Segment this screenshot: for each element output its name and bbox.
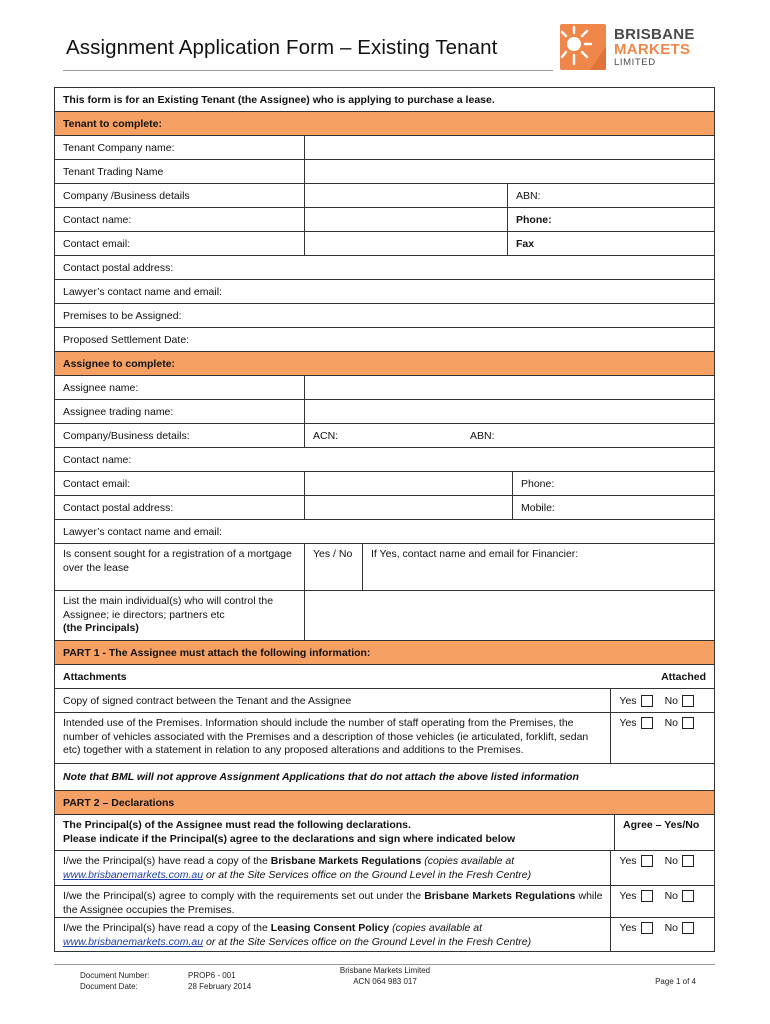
declaration-3-text bbox=[55, 918, 610, 951]
attachment-use-checks bbox=[610, 713, 714, 763]
declaration-2-regulations: Brisbane Markets Regulations bbox=[424, 890, 576, 902]
no-checkbox[interactable] bbox=[682, 855, 694, 867]
assignee-email-row bbox=[55, 472, 714, 496]
no-label: No bbox=[664, 694, 678, 707]
declaration-3-part-d: or at the Site Services office on the Ground Level in the Fresh Centre) bbox=[203, 935, 532, 948]
attached-column-header: Attached bbox=[661, 670, 706, 683]
tenant-settlement-row[interactable] bbox=[55, 328, 714, 352]
no-label: No bbox=[664, 922, 678, 934]
doc-date-label: Document Date: bbox=[80, 982, 138, 991]
assignee-contact-label: Contact name: bbox=[63, 453, 132, 466]
yes-checkbox[interactable] bbox=[641, 922, 653, 934]
assignee-acn-field[interactable] bbox=[304, 424, 462, 447]
assignee-name-label: Assignee name: bbox=[63, 381, 139, 394]
tenant-email-label: Contact email: bbox=[63, 237, 131, 250]
assignee-acn-label: ACN: bbox=[313, 429, 339, 442]
intro-row bbox=[55, 88, 714, 112]
tenant-fax-field[interactable] bbox=[507, 232, 714, 255]
brisbanemarkets-link[interactable]: www.brisbanemarkets.com.au bbox=[63, 868, 204, 881]
tenant-company-field[interactable] bbox=[304, 136, 714, 159]
brisbanemarkets-link[interactable]: www.brisbanemarkets.com.au bbox=[63, 935, 204, 948]
financier-label: If Yes, contact name and email for Financier: bbox=[371, 548, 579, 560]
assignee-postal-label: Contact postal address: bbox=[63, 501, 174, 514]
assignee-mobile-field[interactable] bbox=[512, 496, 714, 519]
footer-labels bbox=[80, 970, 149, 992]
yes-label: Yes bbox=[619, 694, 637, 707]
logo-line-3: LIMITED bbox=[614, 57, 656, 68]
declaration-1-part-a: I/we the Principal(s) have read a copy of the bbox=[63, 855, 271, 867]
part2-header bbox=[55, 791, 714, 815]
assignee-trading-field[interactable] bbox=[304, 400, 714, 423]
declaration-1-part-c: (copies available at bbox=[421, 855, 515, 867]
tenant-lawyer-label: Lawyer’s contact name and email: bbox=[63, 285, 222, 298]
tenant-contact-field[interactable] bbox=[304, 208, 507, 231]
tenant-premises-row[interactable] bbox=[55, 304, 714, 328]
no-checkbox[interactable] bbox=[682, 717, 694, 729]
assignee-postal-row bbox=[55, 496, 714, 520]
sun-logo-icon bbox=[560, 24, 606, 70]
attachment-use-label: Intended use of the Premises. Information should include the number of staff operating from the Premises, the number of vehicles associated with the Premises and a description of those vehicles (ie articulated, forklift, sedan etc) together with a statement in relation to any proposed alterations and additions to the Premises. bbox=[63, 717, 589, 756]
tenant-postal-label: Contact postal address: bbox=[63, 261, 174, 274]
declaration-1-text bbox=[55, 851, 610, 885]
declaration-2-part-a: I/we the Principal(s) agree to comply with the requirements set out under the bbox=[63, 890, 425, 902]
tenant-contact-label: Contact name: bbox=[63, 213, 132, 226]
part2-intro-line2: Please indicate if the Principal(s) agree to the declarations and sign where indicated below bbox=[63, 832, 516, 845]
principals-label bbox=[55, 591, 304, 640]
footer-values bbox=[188, 970, 251, 992]
assignee-email-field[interactable] bbox=[304, 472, 512, 495]
principals-text: List the main individual(s) who will control the Assignee; ie directors; partners etc bbox=[63, 595, 274, 621]
yes-checkbox[interactable] bbox=[641, 890, 653, 902]
no-checkbox[interactable] bbox=[682, 890, 694, 902]
declaration-1-checks bbox=[610, 851, 714, 885]
assignee-trading-row bbox=[55, 400, 714, 424]
declaration-3-part-c: (copies available at bbox=[389, 922, 483, 934]
yes-label: Yes bbox=[619, 922, 637, 934]
assignee-contact-row[interactable] bbox=[55, 448, 714, 472]
declaration-3-part-a: I/we the Principal(s) have read a copy of the bbox=[63, 922, 271, 934]
attachment-contract-label: Copy of signed contract between the Tenant and the Assignee bbox=[63, 694, 352, 707]
part2-intro-line1: The Principal(s) of the Assignee must read the following declarations. bbox=[63, 819, 411, 831]
page-title: Assignment Application Form – Existing Tenant bbox=[66, 36, 498, 59]
yes-label: Yes bbox=[619, 890, 637, 902]
part1-note: Note that BML will not approve Assignment Applications that do not attach the above listed information bbox=[63, 771, 579, 783]
declaration-3-policy: Leasing Consent Policy bbox=[270, 922, 390, 934]
assignee-abn-field[interactable] bbox=[462, 424, 714, 447]
tenant-business-row bbox=[55, 184, 714, 208]
assignee-phone-label: Phone: bbox=[521, 477, 555, 490]
tenant-company-label: Tenant Company name: bbox=[63, 141, 175, 154]
tenant-business-field[interactable] bbox=[304, 184, 507, 207]
tenant-business-label: Company /Business details bbox=[63, 189, 190, 202]
footer-company bbox=[320, 965, 450, 987]
tenant-company-row bbox=[55, 136, 714, 160]
assignee-trading-label: Assignee trading name: bbox=[63, 405, 174, 418]
tenant-abn-label: ABN: bbox=[516, 189, 541, 202]
assignee-business-label: Company/Business details: bbox=[63, 429, 190, 442]
no-label: No bbox=[664, 717, 678, 729]
tenant-lawyer-row[interactable] bbox=[55, 280, 714, 304]
assignee-section-title: Assignee to complete: bbox=[63, 357, 176, 370]
assignee-email-label: Contact email: bbox=[63, 477, 131, 490]
declaration-2-part-c: while the Assignee occupies the Premises. bbox=[63, 890, 603, 916]
assignee-lawyer-row[interactable] bbox=[55, 520, 714, 544]
tenant-fax-label: Fax bbox=[516, 237, 535, 250]
tenant-phone-label: Phone: bbox=[516, 213, 552, 226]
yes-label: Yes bbox=[619, 855, 637, 867]
doc-number: PROP6 - 001 bbox=[188, 971, 236, 980]
principals-row bbox=[55, 591, 714, 641]
no-label: No bbox=[664, 855, 678, 867]
attachment-row-use bbox=[55, 713, 714, 764]
mortgage-question: Is consent sought for a registration of a mortgage over the lease bbox=[63, 548, 292, 574]
assignee-name-field[interactable] bbox=[304, 376, 714, 399]
tenant-postal-row[interactable] bbox=[55, 256, 714, 280]
part2-columns bbox=[55, 815, 714, 851]
financier-field[interactable] bbox=[362, 544, 714, 590]
page-number: Page 1 of 4 bbox=[655, 977, 696, 986]
declaration-3-checks bbox=[610, 918, 714, 951]
yes-checkbox[interactable] bbox=[641, 717, 653, 729]
tenant-trading-row bbox=[55, 160, 714, 184]
assignee-postal-field[interactable] bbox=[304, 496, 512, 519]
tenant-email-row bbox=[55, 232, 714, 256]
tenant-premises-label: Premises to be Assigned: bbox=[63, 309, 182, 322]
principals-term: (the Principals) bbox=[63, 622, 139, 634]
assignee-lawyer-label: Lawyer’s contact name and email: bbox=[63, 525, 222, 538]
declaration-1-part-d: or at the Site Services office on the Ground Level in the Fresh Centre) bbox=[203, 868, 532, 881]
yes-label: Yes bbox=[619, 717, 637, 729]
attachment-contract-checks bbox=[610, 689, 714, 712]
tenant-section-title: Tenant to complete: bbox=[63, 117, 162, 130]
intro-text: This form is for an Existing Tenant (the Assignee) who is applying to purchase a lease. bbox=[63, 93, 495, 106]
declaration-2-checks bbox=[610, 886, 714, 917]
logo-line-1: BRISBANE bbox=[614, 26, 695, 43]
assignee-mobile-label: Mobile: bbox=[521, 501, 555, 514]
tenant-email-field[interactable] bbox=[304, 232, 507, 255]
doc-date: 28 February 2014 bbox=[188, 982, 252, 991]
part2-intro bbox=[55, 815, 614, 850]
tenant-settlement-label: Proposed Settlement Date: bbox=[63, 333, 190, 346]
part2-title: PART 2 – Declarations bbox=[63, 796, 175, 809]
assignee-phone-field[interactable] bbox=[512, 472, 714, 495]
assignee-section-header bbox=[55, 352, 714, 376]
yes-checkbox[interactable] bbox=[641, 695, 653, 707]
assignee-business-row bbox=[55, 424, 714, 448]
title-divider bbox=[63, 70, 553, 71]
mortgage-row bbox=[55, 544, 714, 591]
declaration-row-leasing-policy bbox=[55, 918, 714, 951]
declaration-2-text bbox=[55, 886, 610, 917]
agree-column-header: Agree – Yes/No bbox=[614, 815, 714, 850]
attachment-row-contract bbox=[55, 689, 714, 713]
tenant-contact-row bbox=[55, 208, 714, 232]
tenant-trading-field[interactable] bbox=[304, 160, 714, 183]
assignee-name-row bbox=[55, 376, 714, 400]
part1-columns bbox=[55, 665, 714, 689]
mortgage-yes-no[interactable]: Yes / No bbox=[304, 544, 362, 590]
part1-header bbox=[55, 641, 714, 665]
application-form-table bbox=[54, 87, 715, 952]
no-checkbox[interactable] bbox=[682, 922, 694, 934]
tenant-section-header bbox=[55, 112, 714, 136]
tenant-abn-field[interactable] bbox=[507, 184, 714, 207]
logo-line-2: MARKETS bbox=[614, 41, 691, 58]
no-checkbox[interactable] bbox=[682, 695, 694, 707]
no-label: No bbox=[664, 890, 678, 902]
doc-number-label: Document Number: bbox=[80, 971, 150, 980]
declaration-row-regulations-read bbox=[55, 851, 714, 886]
assignee-abn-label: ABN: bbox=[470, 429, 495, 442]
company-acn: ACN 064 983 017 bbox=[353, 977, 417, 986]
principals-field[interactable] bbox=[304, 591, 714, 640]
company-name: Brisbane Markets Limited bbox=[339, 966, 431, 975]
part1-title: PART 1 - The Assignee must attach the following information: bbox=[63, 646, 371, 659]
yes-checkbox[interactable] bbox=[641, 855, 653, 867]
declaration-row-regulations-comply bbox=[55, 886, 714, 918]
tenant-trading-label: Tenant Trading Name bbox=[63, 165, 164, 178]
declaration-1-regulations: Brisbane Markets Regulations bbox=[270, 855, 422, 867]
tenant-phone-field[interactable] bbox=[507, 208, 714, 231]
part1-note-row bbox=[55, 764, 714, 791]
brisbane-markets-logo bbox=[560, 22, 710, 74]
attachments-column-header: Attachments bbox=[63, 670, 127, 683]
